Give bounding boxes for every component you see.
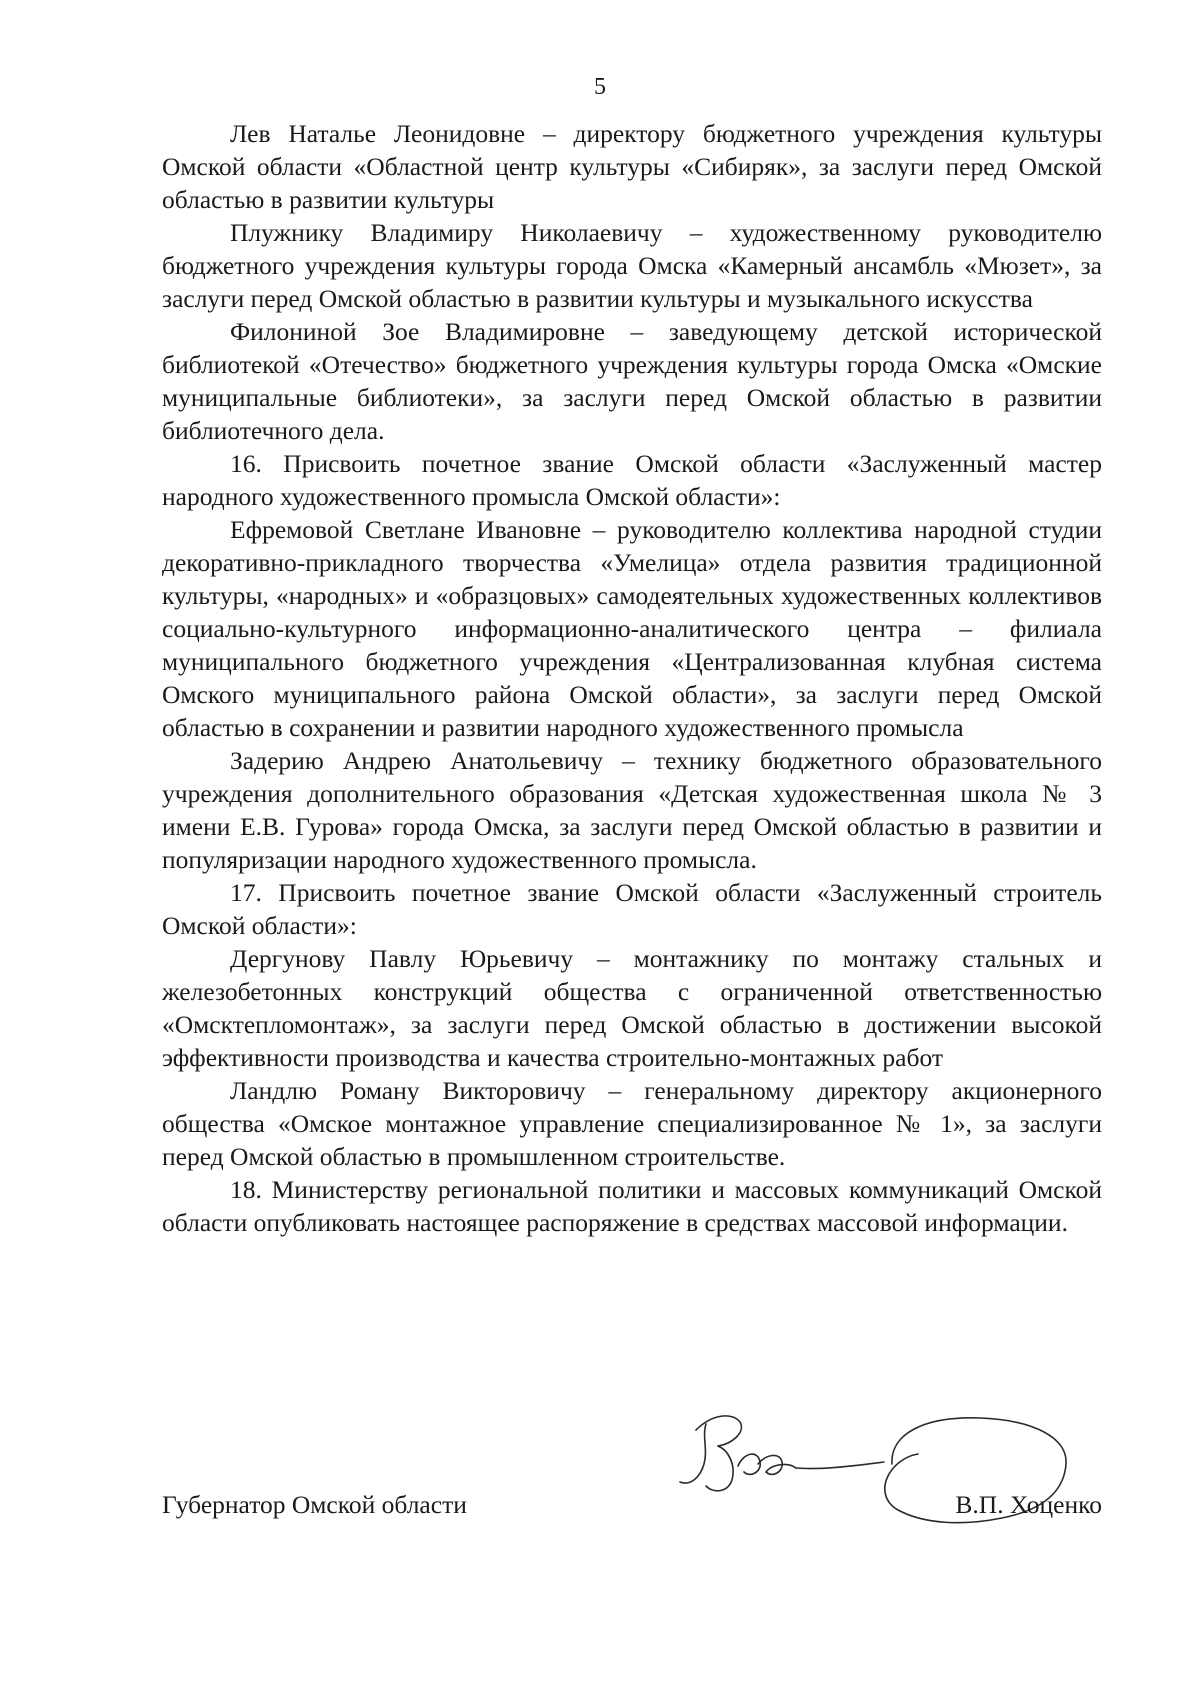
- clause-16: 16. Присвоить почетное звание Омской области «Заслуженный мастер народного художественного промысла Омской области»:: [162, 449, 1102, 511]
- page-number: 5: [594, 74, 606, 100]
- award-paragraph-lev: Лев Наталье Леонидовне – директору бюджетного учреждения культуры Омской области «Областной центр культуры «Сибиряк», за заслуги перед Омской областью в развитии культуры: [162, 119, 1102, 214]
- signatory-name: В.П. Хоценко: [955, 1490, 1102, 1519]
- award-paragraph-dergunov: Дергунову Павлу Юрьевичу – монтажнику по монтажу стальных и железобетонных конструкций общества с ограниченной ответственностью «Омсктепломонтаж», за заслуги перед Омской областью в достижении высокой эффективности производства и качества строительно-монтажных работ: [162, 944, 1102, 1072]
- award-paragraph-zaderiy: Задерию Андрею Анатольевичу – технику бюджетного образовательного учреждения дополнительного образования «Детская художественная школа № 3 имени Е.В. Гурова» города Омска, за заслуги перед Омской областью в развитии и популяризации народного художественного промысла.: [162, 746, 1102, 874]
- award-paragraph-landlyu: Ландлю Роману Викторовичу – генеральному директору акционерного общества «Омское монтажное управление специализированное № 1», за заслуги перед Омской областью в промышленном строительстве.: [162, 1076, 1102, 1171]
- clause-18: 18. Министерству региональной политики и массовых коммуникаций Омской области опубликовать настоящее распоряжение в средствах массовой информации.: [162, 1175, 1102, 1237]
- signature-block: [162, 1406, 1102, 1536]
- award-paragraph-pluzhnik: Плужнику Владимиру Николаевичу – художественному руководителю бюджетного учреждения культуры города Омска «Камерный ансамбль «Мюзет», за заслуги перед Омской областью в развитии культуры и музыкального искусства: [162, 218, 1102, 313]
- clause-17: 17. Присвоить почетное звание Омской области «Заслуженный строитель Омской области»:: [162, 878, 1102, 940]
- award-paragraph-efremova: Ефремовой Светлане Ивановне – руководителю коллектива народной студии декоративно-прикладного творчества «Умелица» отдела развития традиционной культуры, «народных» и «образцовых» самодеятельных художественных коллективов социально-культурного информационно-аналитического центра – филиала муниципального бюджетного учреждения «Централизованная клубная система Омского муниципального района Омской области», за заслуги перед Омской областью в сохранении и развитии народного художественного промысла: [162, 515, 1102, 742]
- award-paragraph-filonina: Филониной Зое Владимировне – заведующему детской исторической библиотекой «Отечество» бюджетного учреждения культуры города Омска «Омские муниципальные библиотеки», за заслуги перед Омской областью в развитии библиотечного дела.: [162, 317, 1102, 445]
- signatory-title: Губернатор Омской области: [162, 1490, 467, 1519]
- document-body: [162, 117, 1102, 1239]
